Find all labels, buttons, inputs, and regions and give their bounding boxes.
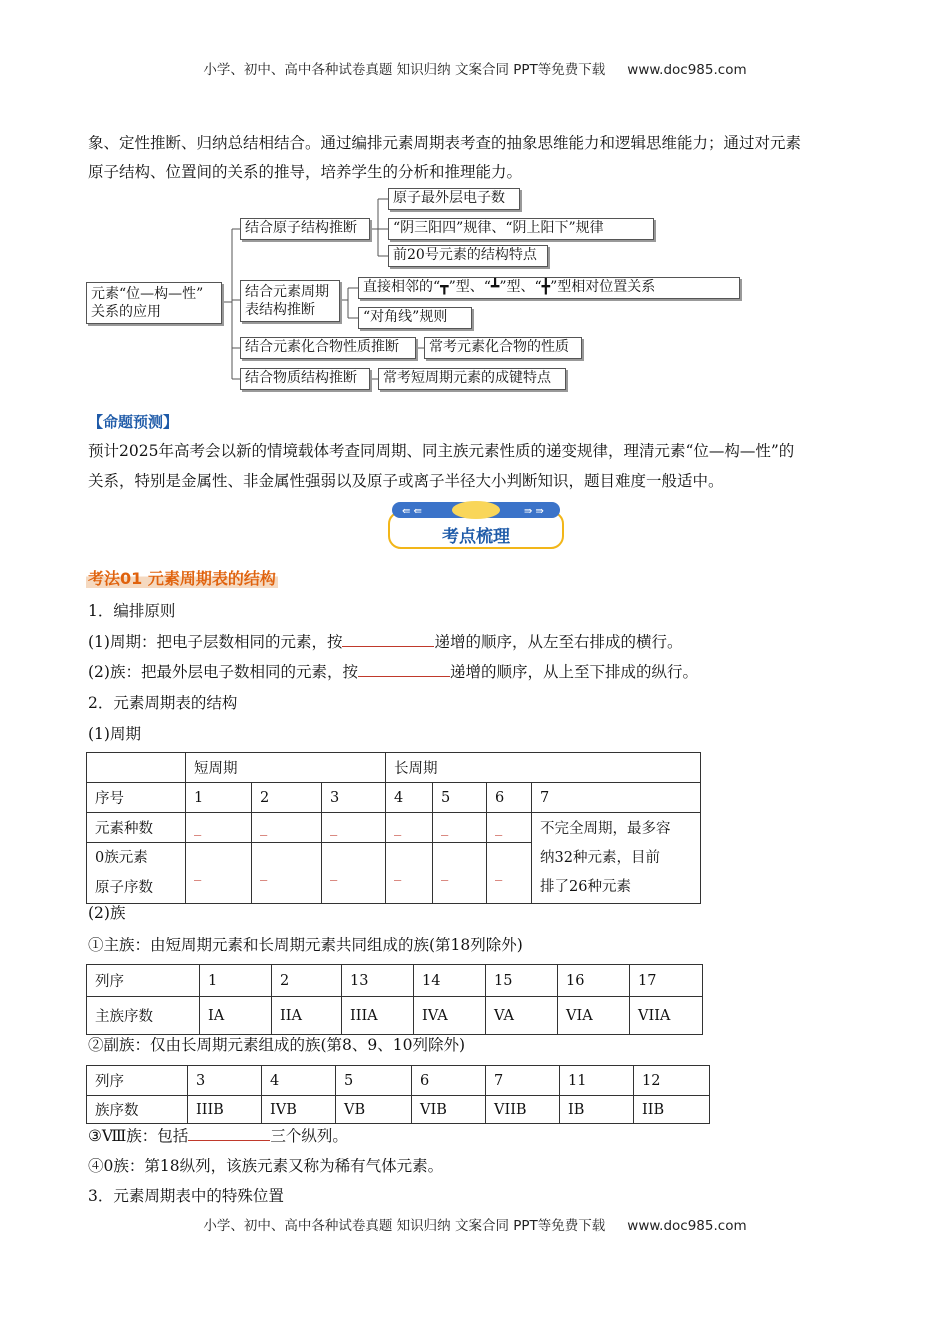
mindmap-item-outer-electrons: 原子最外层电子数: [388, 188, 520, 210]
table-row: [87, 1066, 710, 1096]
period-7-note-line: 纳32种元素，目前: [540, 850, 660, 866]
main-group-name: VIA: [558, 997, 630, 1035]
main-col: 17: [630, 965, 703, 997]
sub-group-table: [86, 1065, 710, 1124]
sub-group-label: 族序数: [87, 1096, 188, 1124]
period-7: 7: [532, 783, 701, 813]
mindmap-root-line-1: 元素“位—构—性”: [91, 286, 204, 302]
mindmap-branch-matter-structure: 结合物质结构推断: [240, 368, 370, 390]
period-definition: [88, 627, 682, 657]
mindmap-item-first20: 前20号元素的结构特点: [388, 245, 548, 267]
sub-col: 7: [486, 1066, 560, 1096]
group-zero: ④0族：第18纵列，该族元素又称为稀有气体元素。: [88, 1157, 444, 1175]
sub-col: 6: [412, 1066, 486, 1096]
period-4: 4: [386, 783, 433, 813]
blank-cell: _: [433, 843, 487, 904]
sub-col: 4: [262, 1066, 336, 1096]
main-col: 14: [414, 965, 486, 997]
group-viii-b: 三个纵列。: [270, 1127, 348, 1145]
period-1: 1: [186, 783, 252, 813]
sub-group-name: IIB: [634, 1096, 710, 1124]
period-7-note-line: 排了26种元素: [540, 879, 631, 895]
footer-site-link[interactable]: www.doc985.com: [627, 1218, 747, 1234]
table-row: [87, 997, 703, 1035]
mind-map: [0, 0, 950, 400]
main-col: 2: [272, 965, 342, 997]
main-col: 16: [558, 965, 630, 997]
sub-group-intro: ②副族：仅由长周期元素组成的族(第8、9、10列除外): [88, 1036, 466, 1054]
blank-cell: _: [386, 843, 433, 904]
blank-cell: _: [322, 843, 386, 904]
group-viii: [88, 1121, 348, 1151]
mindmap-item-bonding: 常考短周期元素的成键特点: [378, 368, 566, 390]
row-label-element-count: 元素种数: [87, 813, 186, 843]
period-definition-a: (1)周期：把电子层数相同的元素，按: [88, 633, 343, 651]
header-text: 小学、初中、高中各种试卷真题 知识归纳 文案合同 PPT等免费下载: [203, 62, 606, 78]
section-title: [86, 566, 278, 589]
main-group-name: IA: [200, 997, 272, 1035]
period-6: 6: [487, 783, 532, 813]
blank-cell: _: [252, 813, 322, 843]
main-group-name: IIIA: [342, 997, 414, 1035]
sub-group-name: IVB: [262, 1096, 336, 1124]
sub-col: 3: [188, 1066, 262, 1096]
mindmap-root-line-2: 关系的应用: [91, 304, 161, 320]
group-definition-b: 递增的顺序，从上至下排成的纵行。: [449, 663, 698, 681]
prediction-title: 【命题预测】: [88, 413, 179, 431]
heading-special-positions: 3．元素周期表中的特殊位置: [88, 1187, 284, 1205]
svg-text:⇛ ⇛: ⇛ ⇛: [524, 506, 544, 517]
period-5: 5: [433, 783, 487, 813]
main-col: 13: [342, 965, 414, 997]
sub-col: 12: [634, 1066, 710, 1096]
main-group-intro: ①主族：由短周期元素和长周期元素共同组成的族(第18列除外): [88, 936, 523, 954]
sub-group-name: VIIB: [486, 1096, 560, 1124]
short-period-header: 短周期: [186, 753, 386, 783]
main-group-label: 主族序数: [87, 997, 200, 1035]
group-definition-a: (2)族：把最外层电子数相同的元素，按: [88, 663, 358, 681]
blank-cell: _: [487, 813, 532, 843]
sub-col: 5: [336, 1066, 412, 1096]
table-row: [87, 813, 701, 843]
main-col: 1: [200, 965, 272, 997]
sub-group-name: VB: [336, 1096, 412, 1124]
heading-periods: (1)周期: [88, 725, 141, 743]
period-7-note-line: 不完全周期，最多容: [540, 821, 671, 837]
blank-cell: _: [487, 843, 532, 904]
row-label-index: 序号: [87, 783, 186, 813]
group-blank: [358, 660, 450, 677]
row-label-line: 0族元素: [95, 850, 148, 866]
blank-cell: _: [433, 813, 487, 843]
period-2: 2: [252, 783, 322, 813]
blank-cell: _: [386, 813, 433, 843]
period-blank: [342, 630, 434, 647]
blank-cell: _: [186, 843, 252, 904]
period-definition-b: 递增的顺序，从左至右排成的横行。: [434, 633, 683, 651]
group-viii-blank: [188, 1124, 270, 1141]
sub-group-name: VIB: [412, 1096, 486, 1124]
period-7-note: [532, 813, 701, 904]
intro-line-2: 原子结构、位置间的关系的推导，培养学生的分析和推理能力。: [88, 163, 523, 181]
main-col-label: 列序: [87, 965, 200, 997]
footer-text: 小学、初中、高中各种试卷真题 知识归纳 文案合同 PPT等免费下载: [203, 1218, 606, 1234]
heading-groups: (2)族: [88, 904, 126, 922]
main-col: 15: [486, 965, 558, 997]
main-group-name: IIA: [272, 997, 342, 1035]
heading-arrangement-principle: 1．编排原则: [88, 602, 176, 620]
table-row: [87, 783, 701, 813]
prediction-line-1: 预计2025年高考会以新的情境载体考查同周期、同主族元素性质的递变规律，理清元素“位—构—性”的: [88, 442, 795, 460]
page-footer: [0, 1214, 950, 1234]
heading-table-structure: 2．元素周期表的结构: [88, 694, 238, 712]
period-table: [86, 752, 701, 904]
main-group-name: VA: [486, 997, 558, 1035]
table-row: [87, 1096, 710, 1124]
mindmap-item-diagonal-rule: “对角线”规则: [358, 307, 472, 329]
group-definition: [88, 657, 698, 687]
blank-cell: _: [322, 813, 386, 843]
mindmap-branch2-line-1: 结合元素周期: [245, 284, 329, 300]
mindmap-item-common-compounds: 常考元素化合物的性质: [424, 337, 582, 359]
main-group-name: IVA: [414, 997, 486, 1035]
mindmap-item-adjacent-positions: 直接相邻的“┳”型、“┻”型、“╋”型相对位置关系: [358, 277, 740, 299]
header-site-link[interactable]: www.doc985.com: [627, 62, 747, 78]
long-period-header: 长周期: [386, 753, 701, 783]
section-title-text: 考法01 元素周期表的结构: [88, 569, 276, 588]
banner-title: 考点梳理: [442, 527, 510, 547]
section-banner: [388, 500, 564, 550]
sub-col: 11: [560, 1066, 634, 1096]
mindmap-root: [86, 282, 222, 324]
mindmap-branch-atomic-structure: 结合原子结构推断: [240, 218, 370, 240]
prediction-line-2: 关系，特别是金属性、非金属性强弱以及原子或离子半径大小判断知识，题目难度一般适中。: [88, 472, 724, 490]
mindmap-item-ion-rules: “阴三阳四”规律、“阴上阳下”规律: [388, 218, 654, 240]
mindmap-branch2-line-2: 表结构推断: [245, 302, 315, 318]
sub-col-label: 列序: [87, 1066, 188, 1096]
mindmap-branch-compound-properties: 结合元素化合物性质推断: [240, 337, 416, 359]
svg-text:⇚ ⇚: ⇚ ⇚: [402, 506, 422, 517]
blank-cell: _: [252, 843, 322, 904]
mindmap-branch-table-structure: [240, 280, 340, 322]
main-group-table: [86, 964, 703, 1035]
table-row: [87, 753, 701, 783]
sub-group-name: IIIB: [188, 1096, 262, 1124]
intro-line-1: 象、定性推断、归纳总结相结合。通过编排元素周期表考查的抽象思维能力和逻辑思维能力；通过对元素: [88, 134, 802, 152]
table-row: [87, 965, 703, 997]
sub-group-name: IB: [560, 1096, 634, 1124]
row-label-zero-group: [87, 843, 186, 904]
row-label-line: 原子序数: [95, 880, 153, 896]
blank-cell: _: [186, 813, 252, 843]
group-viii-a: ③Ⅷ族：包括: [88, 1127, 189, 1145]
period-3: 3: [322, 783, 386, 813]
main-group-name: VIIA: [630, 997, 703, 1035]
